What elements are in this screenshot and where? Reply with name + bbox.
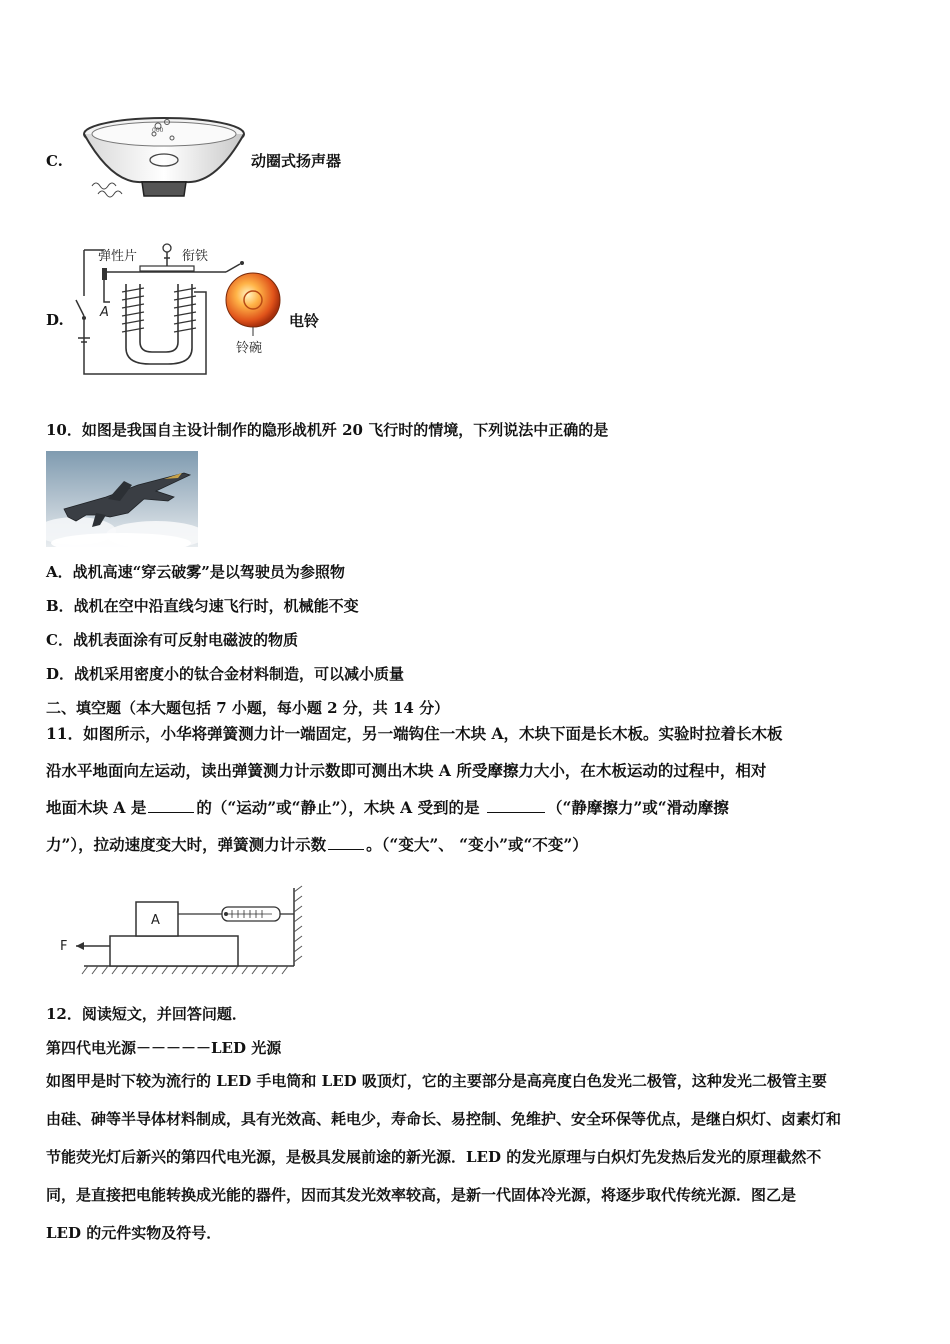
force-f-label: F bbox=[60, 939, 68, 954]
option-c-caption: 动圈式扬声器 bbox=[251, 152, 342, 170]
q11-line-4 bbox=[46, 826, 588, 863]
answer-blank-motion[interactable] bbox=[148, 796, 194, 813]
label-armature: 衔铁 bbox=[182, 249, 209, 264]
svg-text:000: 000 bbox=[152, 127, 164, 134]
q10-option-c: C．战机表面涂有可反射电磁波的物质 bbox=[46, 631, 298, 649]
q11-line-1: 11．如图所示，小华将弹簧测力计一端固定，另一端钩住一木块 A，木块下面是长木板。实验时拉着长木板 bbox=[46, 724, 783, 743]
q12-paragraph-line-5: LED 的元件实物及符号． bbox=[46, 1224, 222, 1242]
label-bowl: 铃碗 bbox=[236, 341, 263, 356]
q12-paragraph-line-2: 由硅、砷等半导体材料制成，具有光效高、耗电少，寿命长、易控制、免维护、安全环保等优点，是继白炽灯、卤素灯和 bbox=[46, 1110, 842, 1128]
option-d-caption: 电铃 bbox=[289, 312, 320, 330]
q12-stem: 12．阅读短文，并回答问题． bbox=[46, 1005, 247, 1023]
q10-option-b: B．战机在空中沿直线匀速飞行时，机械能不变 bbox=[46, 597, 359, 615]
q12-paragraph-line-4: 同，是直接把电能转换成光能的器件，因而其发光效率较高，是新一代固体冷光源，将逐步取代传统光源．图乙是 bbox=[46, 1186, 797, 1204]
q10-stem: 10．如图是我国自主设计制作的隐形战机歼 20 飞行时的情境，下列说法中正确的是 bbox=[46, 421, 609, 439]
loudspeaker-figure bbox=[72, 104, 250, 200]
q11-line-3-part-c: （“静摩擦力”或“滑动摩擦 bbox=[546, 798, 729, 817]
electric-bell-figure bbox=[70, 236, 286, 378]
q12-paragraph-line-3: 节能荧光灯后新兴的第四代电光源，是极具发展前途的新光源．LED 的发光原理与白炽灯先发热后发光的原理截然不 bbox=[46, 1148, 822, 1166]
answer-blank-reading[interactable] bbox=[328, 833, 364, 850]
stealth-fighter-photo bbox=[46, 451, 198, 547]
answer-blank-friction-type[interactable] bbox=[487, 796, 545, 813]
option-d-letter: D. bbox=[46, 311, 64, 329]
q11-line-3 bbox=[46, 789, 729, 826]
q11-line-3-part-b: 的（“运动”或“静止”），木块 A 受到的是 bbox=[196, 798, 480, 817]
option-c-letter: C. bbox=[46, 152, 63, 170]
q11-line-4-part-a: 力”），拉动速度变大时，弹簧测力计示数 bbox=[46, 835, 327, 854]
q11-line-3-part-a: 地面木块 A 是 bbox=[46, 798, 147, 817]
q11-line-2: 沿水平地面向左运动，读出弹簧测力计示数即可测出木块 A 所受摩擦力大小，在木板运动的过程中，相对 bbox=[46, 761, 767, 780]
q12-subtitle: 第四代电光源－－－－－LED 光源 bbox=[46, 1039, 282, 1057]
friction-experiment-figure bbox=[54, 884, 306, 976]
label-point-a: A bbox=[100, 305, 109, 320]
q10-option-a: A．战机高速“穿云破雾”是以驾驶员为参照物 bbox=[46, 563, 345, 581]
label-spring-plate: 弹性片 bbox=[98, 249, 138, 264]
q12-paragraph-line-1: 如图甲是时下较为流行的 LED 手电筒和 LED 吸顶灯，它的主要部分是高亮度白色发光二极管，这种发光二极管主要 bbox=[46, 1072, 827, 1090]
q11-line-4-part-b: 。（“变大”、 “变小”或“不变”） bbox=[366, 835, 588, 854]
block-a-label: A bbox=[151, 913, 160, 928]
section-2-title: 二、填空题（本大题包括 7 小题，每小题 2 分，共 14 分） bbox=[46, 699, 450, 717]
q10-option-d: D．战机采用密度小的钛合金材料制造，可以减小质量 bbox=[46, 665, 405, 683]
